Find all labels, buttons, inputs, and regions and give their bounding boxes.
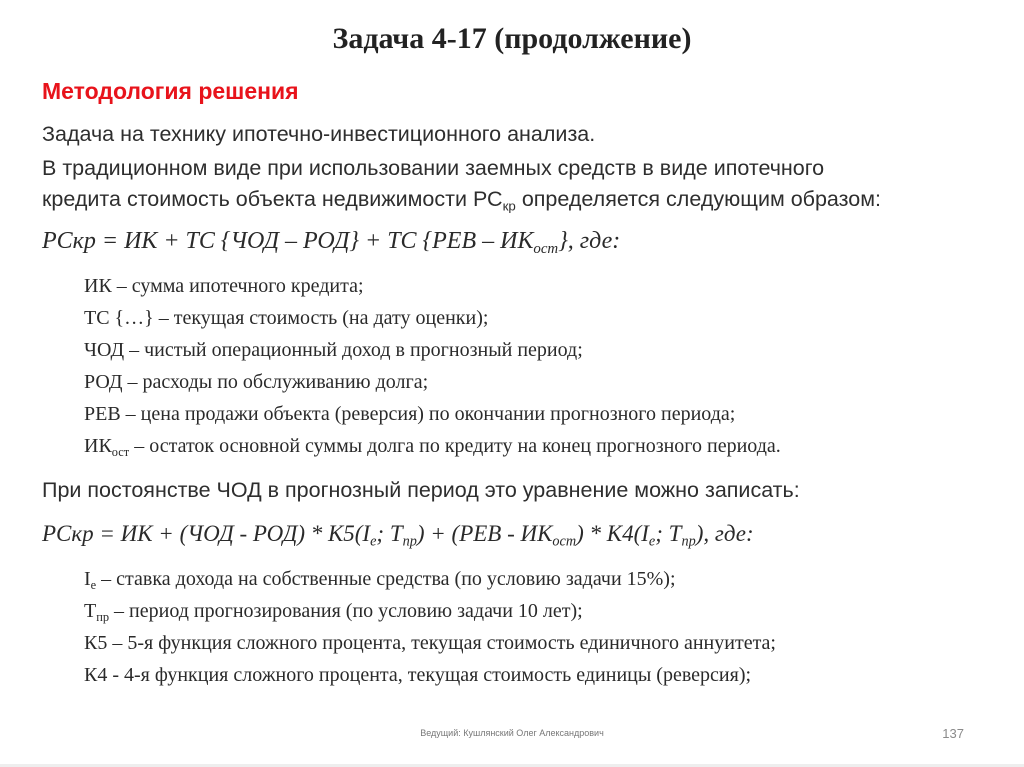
- formula-main: РСкр = ИК + ТС {ЧОД – РОД} + ТС $\{РЕВ - ИК_{ост}\}$, где:: [42, 228, 621, 257]
- intro-text: Задача на технику ипотечно-инвестиционного анализа.: [42, 122, 596, 146]
- definition-item: РЕВ – цена продажи объекта (реверсия) по окончании прогнозного периода;: [84, 403, 736, 425]
- slide-title: Задача 4-17 (продолжение): [332, 22, 692, 55]
- definition-item: РОД – расходы по обслуживанию долга;: [84, 371, 429, 393]
- definition-item: $I_е$ – ставка дохода на собственные средства (по условию задачи 15%);: [84, 568, 676, 592]
- definition-item: $Т_{пр}$ – период прогнозирования (по условию задачи 10 лет);: [84, 600, 583, 624]
- paragraph-line-2: кредита стоимость объекта недвижимости $РС_{кр}$ определяется следующим образом:: [42, 187, 881, 214]
- definition-item: ИК – сумма ипотечного кредита;: [84, 275, 364, 297]
- footer-presenter: Ведущий: Кушлянский Олег Александрович: [420, 728, 604, 738]
- definition-item: К5 – 5-я функция сложного процента, текущая стоимость единичного аннуитета;: [84, 632, 776, 654]
- definition-item: ЧОД – чистый операционный доход в прогнозный период;: [84, 339, 583, 361]
- formula-constant: РСкр = ИК + $(ЧОД - РОД) * К5(I_е$; $Т_{пр}) + (РЕВ - ИК_{ост}) * К4(I_е$; $Т_{пр}$), где:: [42, 521, 754, 550]
- page-number: 137: [942, 726, 964, 741]
- paragraph-line-1: В традиционном виде при использовании заемных средств в виде ипотечного: [42, 156, 825, 180]
- paragraph-constant-noi: При постоянстве ЧОД в прогнозный период это уравнение можно записать:: [42, 478, 800, 502]
- definition-item: $ИК_{ост}$ – остаток основной суммы долга по кредиту на конец прогнозного периода.: [84, 435, 781, 459]
- definition-item: ТС {…} – текущая стоимость (на дату оценки);: [84, 307, 489, 329]
- section-heading: Методология решения: [42, 78, 299, 104]
- definition-item: К4 - 4-я функция сложного процента, текущая стоимость единицы (реверсия);: [84, 664, 752, 686]
